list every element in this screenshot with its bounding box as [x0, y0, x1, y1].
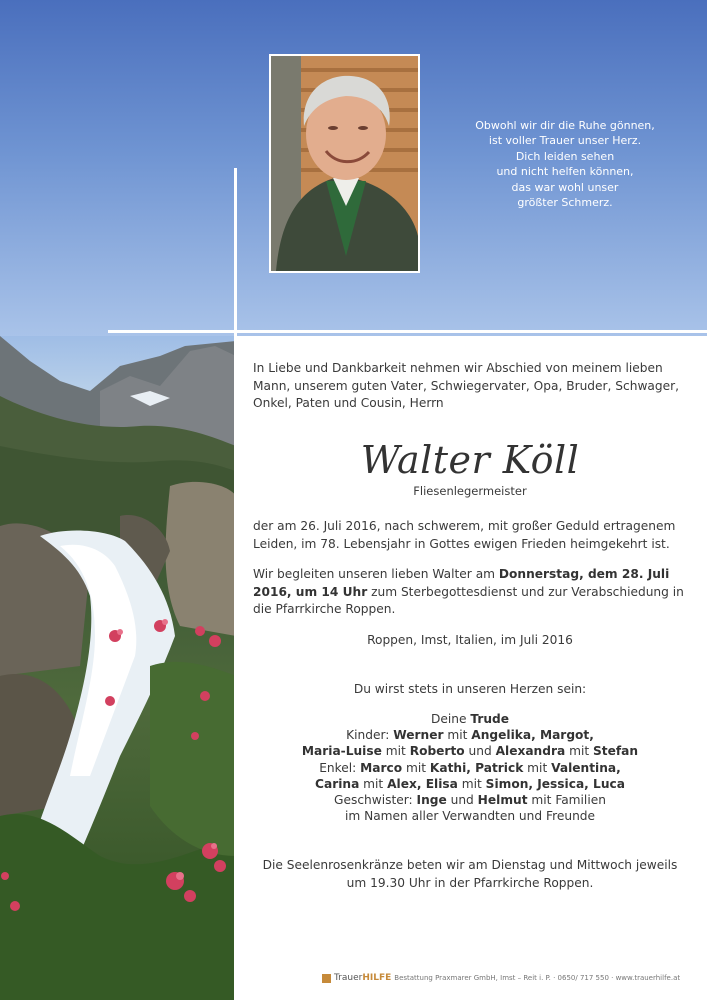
poem-line: größter Schmerz. — [517, 196, 613, 210]
rosary-line: um 19.30 Uhr in der Pfarrkirche Roppen. — [346, 875, 594, 890]
connector: mit — [359, 776, 388, 791]
label: Enkel: — [319, 760, 361, 775]
rosary-notice — [250, 857, 690, 892]
intro-paragraph — [253, 360, 693, 413]
memory-line: Du wirst stets in unseren Herzen sein: — [353, 682, 587, 696]
portrait-illustration — [271, 56, 418, 271]
intro-line: Onkel, Paten und Cousin, Herrn — [253, 396, 444, 410]
connector: mit — [381, 744, 410, 759]
child-name: Maria-Luise — [301, 744, 382, 759]
service-line — [253, 566, 693, 584]
cross-vertical-bar — [234, 168, 237, 1000]
label: Geschwister: — [334, 793, 417, 808]
service-time: 2016, um 14 Uhr — [253, 584, 368, 599]
connector: mit — [523, 760, 552, 775]
service-text: zum Sterbegottesdienst und zur Verabschiedung in — [367, 584, 684, 599]
family-siblings — [250, 792, 690, 808]
deceased-name: Walter Köll — [360, 438, 580, 482]
connector: mit Familien — [527, 793, 606, 808]
family-children — [250, 743, 690, 759]
place-date: Roppen, Imst, Italien, im Juli 2016 — [367, 633, 573, 647]
grandchild-name: Simon, Jessica, Luca — [485, 776, 625, 791]
portrait-photo — [269, 54, 420, 273]
poem-line: Dich leiden sehen — [515, 149, 615, 163]
service-date: Donnerstag, dem 28. Juli — [498, 567, 670, 581]
connector: mit — [565, 744, 593, 759]
brand-wordmark — [334, 973, 391, 983]
poem-line: und nicht helfen können, — [496, 165, 634, 179]
poem — [440, 118, 690, 210]
label: Deine — [430, 712, 471, 726]
brand-logo-icon — [322, 974, 331, 983]
connector: mit — [457, 776, 486, 791]
poem-line: das war wohl unser — [511, 180, 619, 194]
family-grandchildren — [250, 776, 690, 792]
intro-line: Mann, unserem guten Vater, Schwiegervater, Opa, Bruder, Schwager, — [253, 378, 680, 393]
wife-name: Trude — [470, 712, 510, 726]
sibling-name: Helmut — [477, 793, 528, 808]
child-name: Alexandra — [495, 744, 566, 759]
deceased-profession: Fliesenlegermeister — [413, 484, 527, 498]
family-list — [250, 711, 690, 824]
footer — [322, 973, 680, 983]
child-name: Werner — [393, 728, 444, 743]
connector: mit — [443, 728, 472, 743]
family-children — [250, 727, 690, 743]
family-grandchildren — [250, 760, 690, 776]
brand-part: HILFE — [362, 973, 392, 983]
brand-part: Trauer — [334, 973, 363, 983]
mountain-waterfall-illustration — [0, 336, 236, 1000]
spouse-name: Angelika, Margot, — [471, 728, 594, 743]
sibling-name: Inge — [416, 793, 447, 808]
death-notice-line: der am 26. Juli 2016, nach schwerem, mit großer Geduld ertragenem — [253, 519, 676, 533]
cross-horizontal-bar — [108, 330, 707, 333]
spouse-name: Roberto — [409, 744, 465, 759]
death-notice-line: Leiden, im 78. Lebensjahr in Gottes ewigen Frieden heimgekehrt ist. — [253, 536, 670, 551]
spouse-name: Stefan — [593, 744, 639, 759]
connector: mit — [402, 760, 430, 775]
landscape-photo — [0, 336, 236, 1000]
connector: und — [464, 744, 496, 759]
service-notice — [253, 566, 693, 619]
grandchild-name: Carina — [315, 776, 360, 791]
connector: und — [446, 793, 478, 808]
grandchild-name: Alex, Elisa — [387, 776, 458, 791]
service-line — [253, 584, 693, 602]
intro-line: In Liebe und Dankbarkeit nehmen wir Abschied von meinem lieben — [253, 361, 663, 375]
family-wife — [250, 711, 690, 727]
grandchild-name: Valentina, — [551, 760, 621, 775]
death-notice — [253, 518, 693, 553]
poem-line: ist voller Trauer unser Herz. — [488, 134, 642, 148]
service-line: die Pfarrkirche Roppen. — [253, 602, 396, 616]
grandchild-name: Kathi, Patrick — [429, 760, 524, 775]
family-closing: im Namen aller Verwandten und Freunde — [344, 809, 596, 824]
rosary-line: Die Seelenrosenkränze beten wir am Dienstag und Mittwoch jeweils — [262, 858, 678, 872]
footer-text: Bestattung Praxmarer GmbH, Imst – Reit i. P. · 0650/ 717 550 · www.trauerhilfe.at — [394, 974, 681, 982]
service-text: Wir begleiten unseren lieben Walter am — [253, 567, 499, 581]
grandchild-name: Marco — [360, 760, 403, 775]
label: Kinder: — [346, 728, 394, 743]
poem-line: Obwohl wir dir die Ruhe gönnen, — [475, 119, 655, 132]
